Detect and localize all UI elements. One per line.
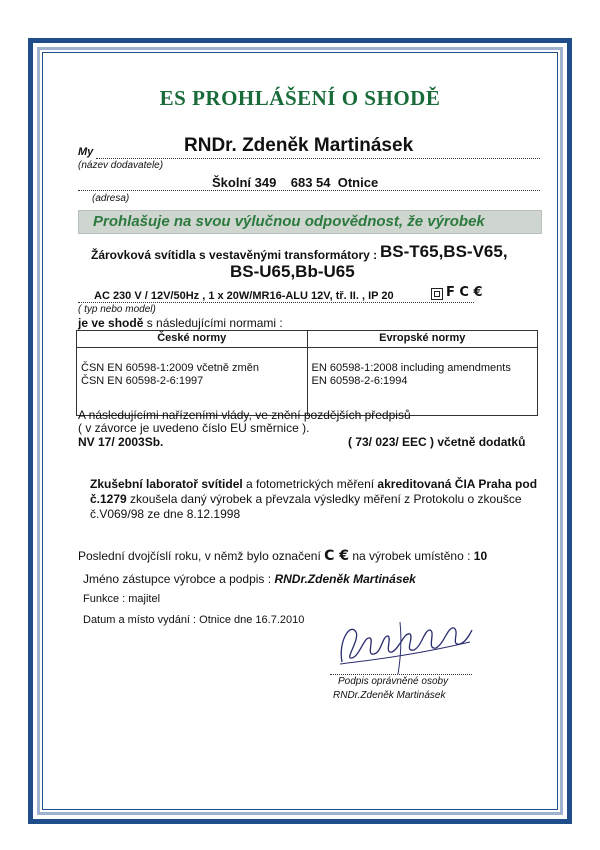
representative-line (83, 572, 416, 586)
czech-norms-header: České normy (77, 331, 308, 348)
lab-line2-rest: zkoušela daný výrobek a převzala výsledky měření z Protokolu o zkoušce (126, 492, 522, 506)
product-models-line1: BS-T65,BS-V65, (380, 242, 508, 261)
supplier-name: RNDr. Zdeněk Martinásek (184, 135, 414, 156)
year-text: Poslední dvojčíslí roku, v němž bylo označení (78, 549, 321, 563)
ce-f-marks (446, 284, 483, 300)
european-norms-header: Evropské normy (307, 331, 538, 348)
eec-reference: ( 73/ 023/ EEC ) včetně dodatků (348, 435, 526, 449)
signature-name: RNDr.Zdeněk Martinásek (333, 690, 446, 701)
lab-line3: č.V069/98 ze dne 8.12.1998 (90, 507, 241, 521)
double-insulation-icon (431, 288, 443, 300)
product-models-line2: BS-U65,Bb-U65 (230, 262, 355, 281)
european-norm-1: EN 60598-1:2008 including amendments (311, 362, 511, 374)
year-text2: na výrobek umístěno : (352, 549, 471, 563)
european-norm-2: EN 60598-2-6:1994 (311, 375, 408, 387)
conformity-bold: je ve shodě (78, 316, 144, 330)
regulation-line2: ( v závorce je uvedeno číslo EU směrnice ). (78, 421, 310, 435)
address-caption: (adresa) (92, 193, 130, 204)
signature-dotted-line (330, 674, 472, 675)
european-norms-cell (307, 348, 538, 416)
address-dotted-line (78, 190, 540, 191)
ce-mark: C € (324, 548, 350, 564)
document-title: ES PROHLÁŠENÍ O SHODĚ (159, 86, 441, 110)
rep-label: Jméno zástupce výrobce a podpis : (83, 572, 272, 586)
lab-number: č.1279 (90, 492, 127, 506)
czech-norm-1: ČSN EN 60598-1:2009 včetně změn (81, 362, 259, 374)
address: Školní 349 683 54 Otnice (212, 175, 379, 190)
conformity-line (78, 316, 283, 330)
signature-caption: Podpis oprávněné osoby (338, 676, 449, 687)
specs-dotted-line (78, 302, 474, 303)
lab-line2 (90, 492, 522, 506)
product-specs: AC 230 V / 12V/50Hz , 1 x 20W/MR16-ALU 12V, tř. II. , IP 20 (94, 290, 394, 302)
type-caption: ( typ nebo model) (78, 304, 156, 315)
supplier-dotted-line (96, 158, 540, 159)
date-line: Datum a místo vydání : Otnice dne 16.7.2010 (83, 614, 305, 626)
norms-table (76, 330, 538, 416)
lab-line1-rest: a fotometrických měření (242, 477, 378, 491)
product-label: Žárovková svítidla s vestavěnými transformátory : (91, 248, 378, 262)
my-label: My (78, 146, 94, 158)
conformity-rest: s následujícími normami : (143, 316, 283, 330)
nv-reference: NV 17/ 2003Sb. (78, 435, 164, 449)
year-value: 10 (473, 549, 488, 563)
czech-norms-cell (77, 348, 308, 416)
ce-f-marks-text: F C € (446, 285, 483, 300)
czech-norm-2: ČSN EN 60598-2-6:1997 (81, 375, 204, 387)
declaration-text: Prohlašuje na svou výlučnou odpovědnost, že výrobek (93, 213, 485, 230)
supplier-caption: (název dodavatele) (78, 160, 164, 171)
function-line: Funkce : majitel (83, 593, 161, 605)
rep-name: RNDr.Zdeněk Martinásek (274, 572, 416, 586)
regulation-line1: A následujícími nařízeními vlády, ve znění pozdějších předpisů (78, 408, 411, 422)
signature-image (330, 612, 480, 682)
year-line (78, 548, 487, 564)
lab-line1 (90, 477, 537, 491)
lab-name: Zkušební laboratoř svítidel (90, 477, 243, 491)
lab-accreditation: akreditovaná ČIA Praha pod (377, 477, 538, 491)
